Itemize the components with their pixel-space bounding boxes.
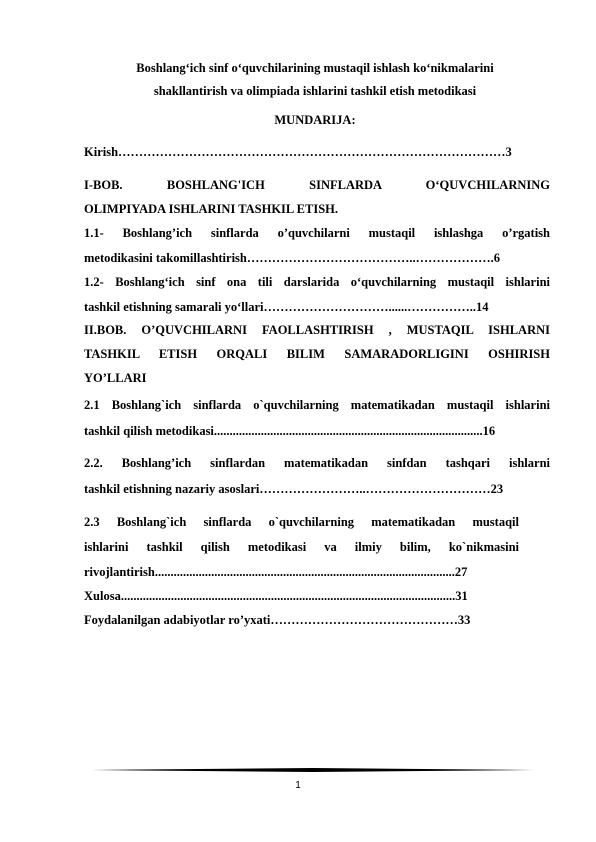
- toc-entry-2-2-line-1: 2.2. Boshlang’ich sinflardan matematikadan sinfdan tashqari ishlarni: [84, 456, 550, 470]
- toc-entry-1-2-line-2: tashkil etishning samarali yo‘llari…………………………......……………..14: [84, 300, 489, 314]
- toc-entry-xulosa: Xulosa...........................................................................................................31: [84, 589, 468, 603]
- title-line-2: shakllantirish va olimpiada ishlarini tashkil etish metodikasi: [153, 84, 477, 98]
- toc-entry-chapter-2-line-2: TASHKIL ETISH ORQALI BILIM SAMARADORLIGINI OSHIRISH: [84, 347, 550, 361]
- toc-entry-2-3-line-1: 2.3 Boshlang`ich sinflarda o`quvchilarning matematikadan mustaqil: [84, 515, 519, 529]
- toc-entry-chapter-1-line-1: I-BOB. BOSHLANG'ICH SINFLARDA O‘QUVCHILARNING: [84, 178, 550, 192]
- toc-entry-chapter-2-line-1: II.BOB. O’QUVCHILARNI FAOLLASHTIRISH , MUSTAQIL ISHLARNI: [84, 323, 550, 337]
- toc-entry-1-2-line-1: 1.2- Boshlang‘ich sinf ona tili darslarida o‘quvchilarning mustaqil ishlarini: [84, 275, 550, 289]
- toc-entry-2-2-line-2: tashkil etishning nazariy asoslari……………………..…………………………23: [84, 482, 504, 496]
- toc-entry-1-1-line-2: metodikasini takomillashtirish…………………………………..……………….6: [84, 251, 500, 265]
- footer-divider: [92, 768, 534, 772]
- title-line-1: Boshlang‘ich sinf o‘quvchilarining mustaqil ishlash ko‘nikmalarini: [136, 61, 494, 75]
- toc-heading: MUNDARIJA:: [274, 113, 356, 127]
- toc-entry-2-3-line-2: ishlarini tashkil qilish metodikasi va ilmiy bilim, ko`nikmasini: [84, 540, 519, 554]
- toc-entry-references: Foydalanilgan adabiyotlar ro’yxati………………………………………33: [84, 613, 471, 627]
- toc-entry-2-1-line-2: tashkil qilish metodikasi......................................................................................16: [84, 424, 496, 438]
- toc-entry-1-1-line-1: 1.1- Boshlang’ich sinflarda o’quvchilarni mustaqil ishlashga o’rgatish: [84, 226, 550, 240]
- toc-entry-2-1-line-1: 2.1 Boshlang`ich sinflarda o`quvchilarning matematikadan mustaqil ishlarini: [84, 398, 550, 412]
- toc-entry-2-3-line-3: rivojlantirish................................................................................................27: [84, 565, 468, 579]
- toc-entry-kirish: Kirish…………………………………………………………………………………3: [84, 145, 512, 159]
- toc-entry-chapter-1-line-2: OLIMPIYADA ISHLARINI TASHKIL ETISH.: [84, 202, 339, 216]
- page-number: 1: [295, 780, 301, 791]
- toc-entry-chapter-2-line-3: YO’LLARI: [84, 371, 147, 385]
